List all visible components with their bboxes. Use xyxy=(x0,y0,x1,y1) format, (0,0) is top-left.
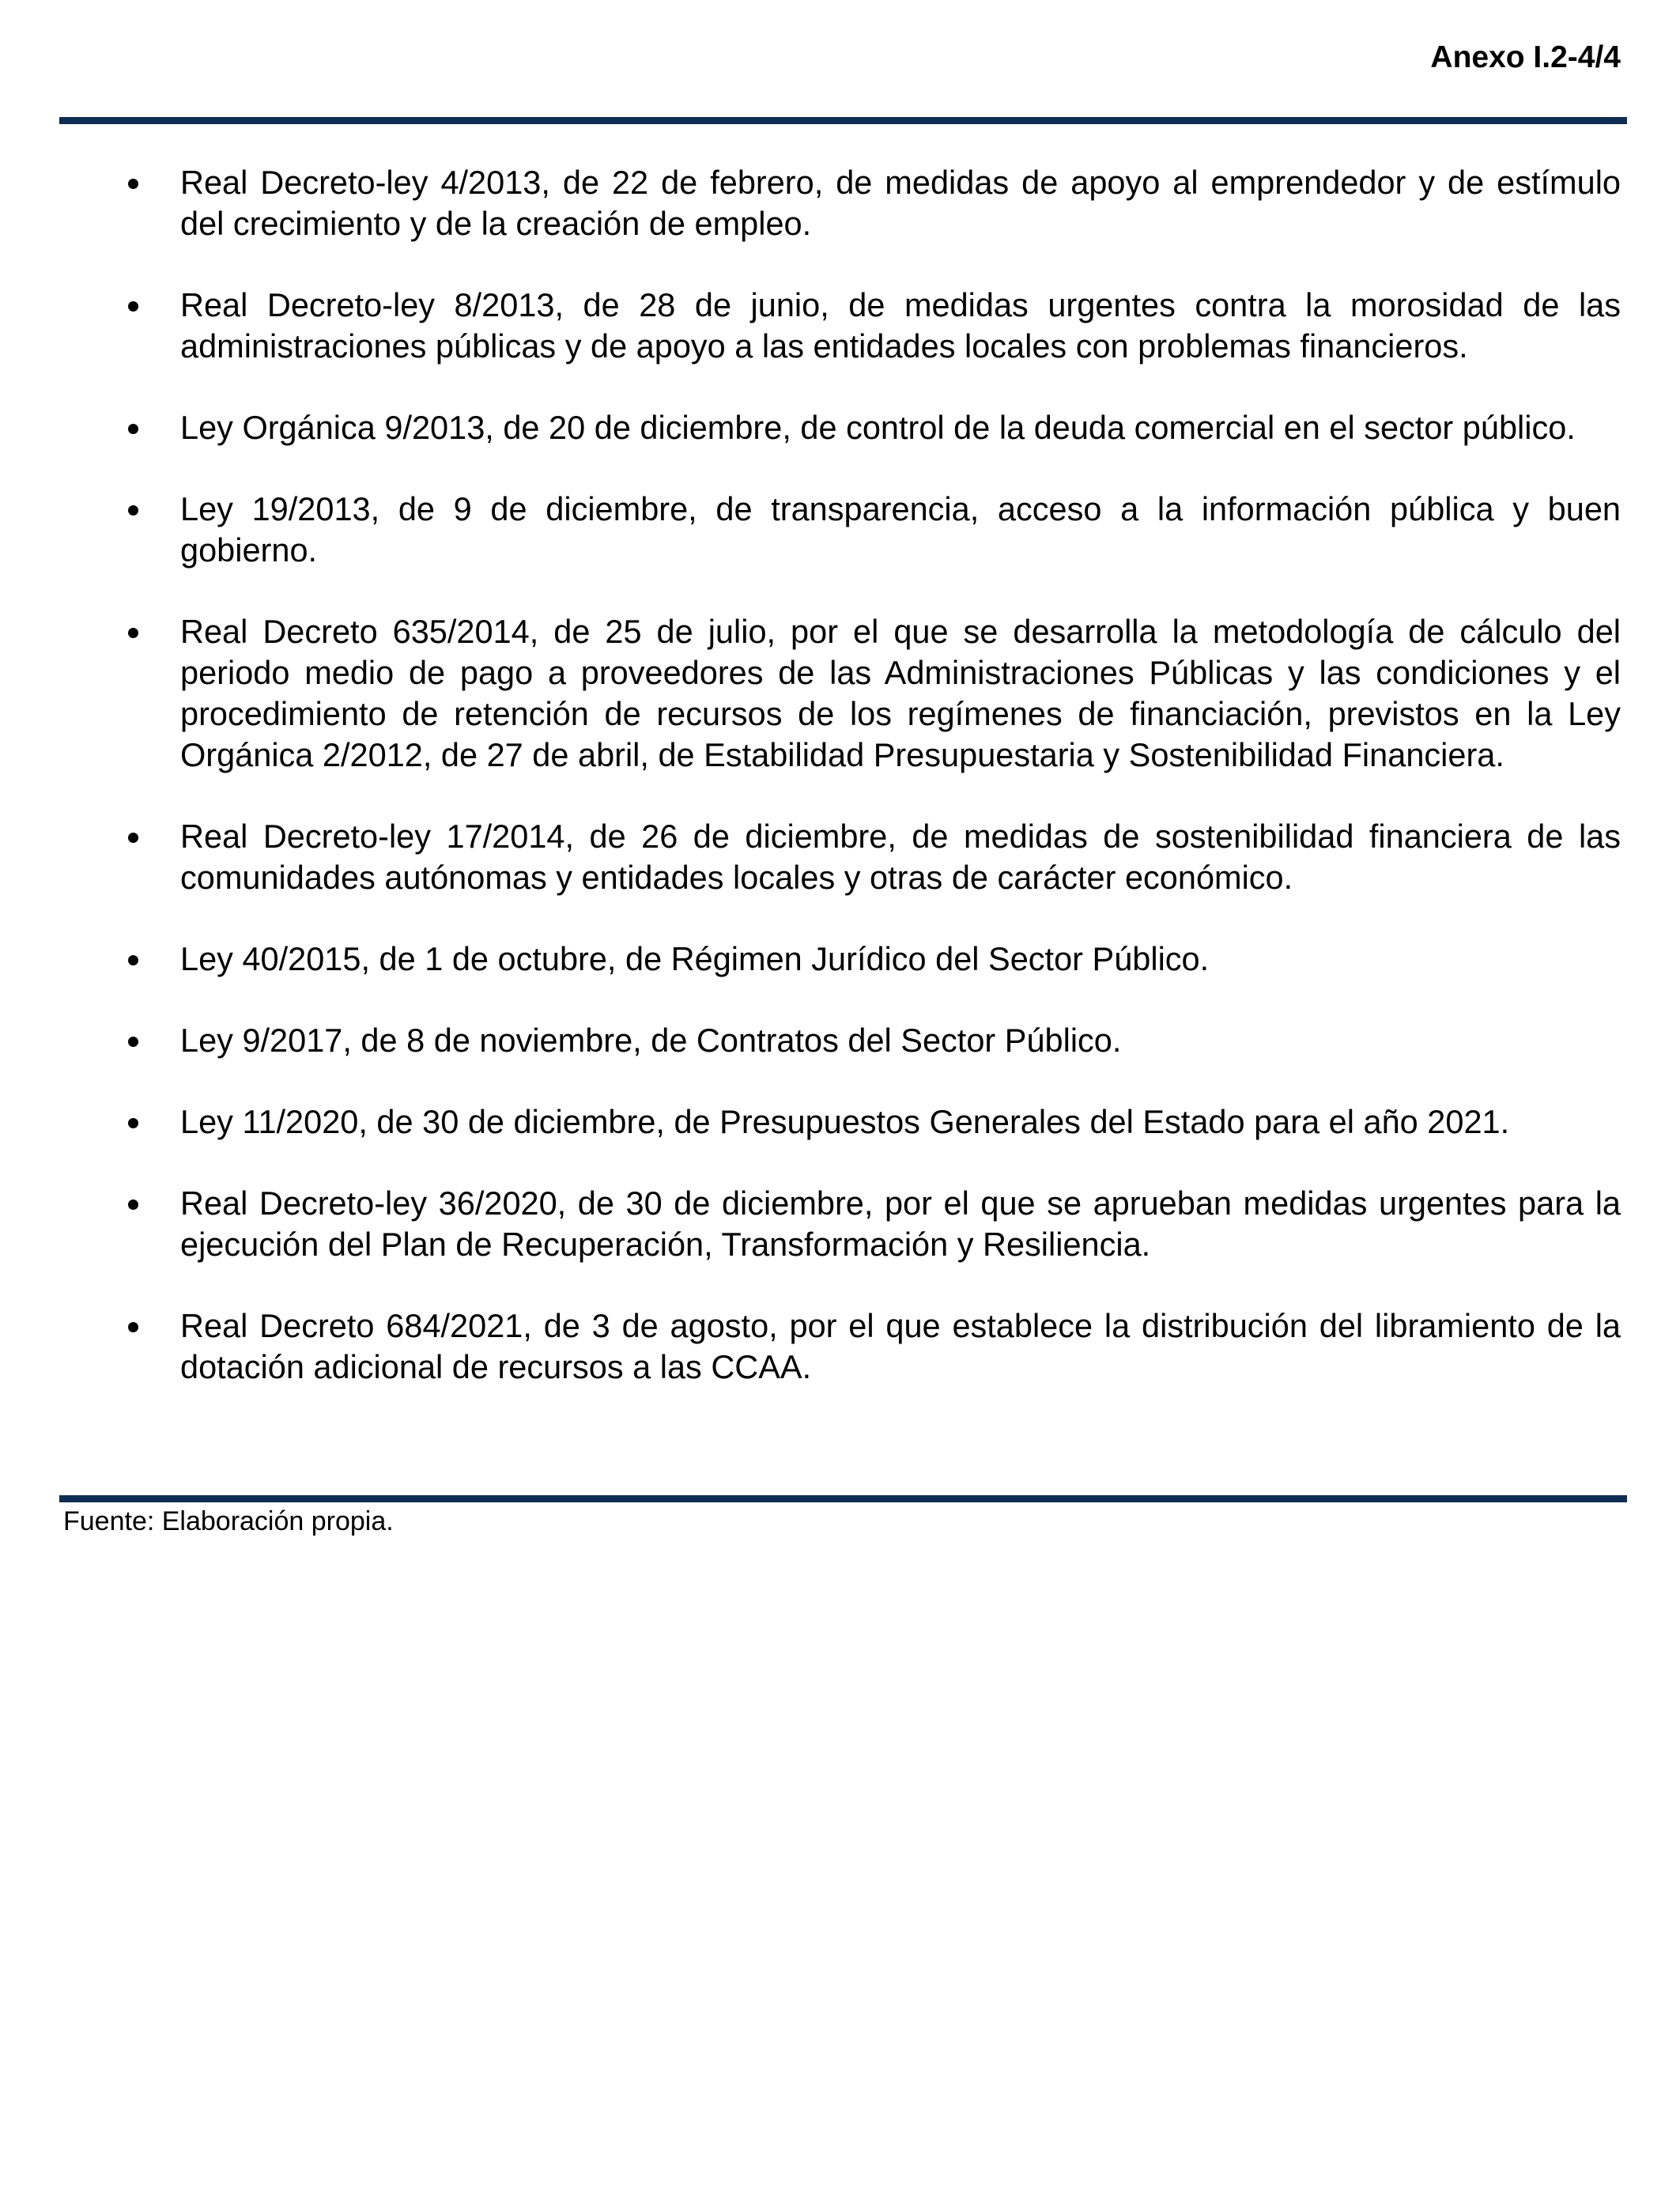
bullet-icon xyxy=(128,179,138,189)
list-item-text: Real Decreto-ley 17/2014, de 26 de diciembre, de medidas de sostenibilidad financiera de las comunidades autónomas y entidades locales y otras de carácter económico. xyxy=(180,818,1621,896)
bullet-icon xyxy=(128,301,138,312)
list-item-text: Real Decreto 635/2014, de 25 de julio, por el que se desarrolla la metodología de cálculo del periodo medio de pago a proveedores de las Administraciones Públicas y las condiciones y el procedimiento de retención de recursos de los regímenes de financiación, previstos en la Ley Orgánica 2/2012, de 27 de abril, de Estabilidad Presupuestaria y Sostenibilidad Financiera. xyxy=(180,613,1621,773)
list-item xyxy=(0,1020,1680,1061)
bullet-icon xyxy=(128,505,138,516)
bullet-icon xyxy=(128,628,138,638)
bullet-icon xyxy=(128,1118,138,1128)
list-item-text: Ley 19/2013, de 9 de diciembre, de transparencia, acceso a la información pública y buen gobierno. xyxy=(180,490,1621,569)
list-item-text: Real Decreto-ley 8/2013, de 28 de junio, de medidas urgentes contra la morosidad de las administraciones públicas y de apoyo a las entidades locales con problemas financieros. xyxy=(180,286,1621,365)
bullet-icon xyxy=(128,1037,138,1047)
bullet-icon xyxy=(128,833,138,843)
list-item xyxy=(0,611,1680,776)
list-item xyxy=(0,1183,1680,1265)
list-item-text: Real Decreto-ley 4/2013, de 22 de febrero, de medidas de apoyo al emprendedor y de estímulo del crecimiento y de la creación de empleo. xyxy=(180,164,1621,242)
bottom-divider xyxy=(59,1495,1627,1502)
list-item-text: Ley 9/2017, de 8 de noviembre, de Contratos del Sector Público. xyxy=(180,1022,1122,1059)
list-item-text: Ley 40/2015, de 1 de octubre, de Régimen Jurídico del Sector Público. xyxy=(180,940,1210,977)
list-item xyxy=(0,939,1680,980)
bullet-icon xyxy=(128,424,138,434)
source-note: Fuente: Elaboración propia. xyxy=(63,1506,394,1536)
annex-label: Anexo I.2-4/4 xyxy=(1430,40,1621,74)
list-item-text: Real Decreto-ley 36/2020, de 30 de diciembre, por el que se aprueban medidas urgentes para la ejecución del Plan de Recuperación, Transformación y Resiliencia. xyxy=(180,1184,1621,1263)
top-divider xyxy=(59,117,1627,124)
bullet-icon xyxy=(128,1322,138,1332)
list-item xyxy=(0,162,1680,244)
list-item xyxy=(0,1101,1680,1143)
list-item xyxy=(0,816,1680,898)
list-item xyxy=(0,489,1680,571)
legislation-list xyxy=(0,162,1680,1388)
list-item-text: Ley Orgánica 9/2013, de 20 de diciembre, de control de la deuda comercial en el sector público. xyxy=(180,409,1576,446)
bullet-icon xyxy=(128,1200,138,1210)
list-item-text: Ley 11/2020, de 30 de diciembre, de Presupuestos Generales del Estado para el año 2021. xyxy=(180,1103,1510,1140)
bullet-icon xyxy=(128,955,138,965)
list-item xyxy=(0,407,1680,448)
list-item xyxy=(0,1305,1680,1388)
list-item-text: Real Decreto 684/2021, de 3 de agosto, por el que establece la distribución del libramiento de la dotación adicional de recursos a las CCAA. xyxy=(180,1307,1621,1385)
list-item xyxy=(0,285,1680,367)
